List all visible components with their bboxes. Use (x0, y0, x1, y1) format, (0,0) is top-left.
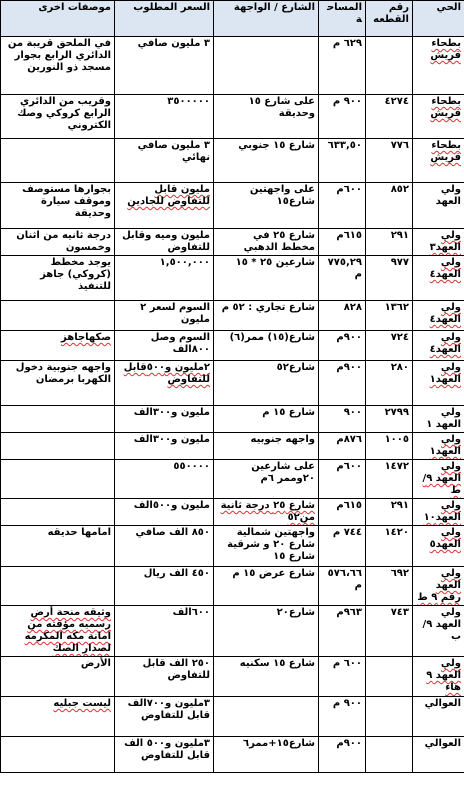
cell-space (319, 256, 366, 301)
cell-description (1, 301, 115, 331)
space-text: ٦٠٠م (336, 184, 362, 195)
cell-street (214, 406, 319, 433)
table-row (1, 526, 464, 567)
cell-space (319, 606, 366, 657)
plot-number-text: ٢٩١ (390, 500, 409, 511)
cell-space (319, 657, 366, 697)
cell-description (1, 606, 115, 657)
cell-space (319, 301, 366, 331)
space-text: ٦١٥م (336, 230, 362, 241)
cell-price (115, 499, 214, 526)
table-row (1, 433, 464, 460)
space-text: ٩٠٠م (336, 738, 362, 749)
plot-number-text: ١٣٦٢ (384, 302, 409, 313)
cell-street (214, 183, 319, 229)
area-text: ولي العهد (435, 184, 461, 207)
cell-area (413, 256, 464, 301)
cell-space (319, 406, 366, 433)
table-row (1, 139, 464, 183)
cell-area (413, 37, 464, 95)
cell-plot-number (366, 331, 413, 361)
cell-price (115, 697, 214, 737)
plot-number-text: ٨٥٢ (390, 184, 409, 195)
table-row (1, 606, 464, 657)
plot-number-text: ٢٧٩٩ (384, 407, 409, 418)
price-text: مليون و٥٠٠الف (133, 500, 210, 511)
cell-description (1, 256, 115, 301)
price-text: السوم لسعر ٢ مليون (140, 302, 210, 325)
cell-plot-number (366, 37, 413, 95)
street-text: على شارع ١٥ وحديقة (248, 96, 315, 119)
cell-description (1, 183, 115, 229)
cell-description (1, 499, 115, 526)
space-text: ٨٧٦م (336, 434, 362, 445)
cell-description (1, 229, 115, 256)
cell-street (214, 256, 319, 301)
cell-price (115, 256, 214, 301)
cell-area (413, 95, 464, 139)
cell-street (214, 433, 319, 460)
street-text: على شارعين ٢٠وممر ٦م (251, 461, 315, 484)
plot-number-text: ٩٧٧ (390, 257, 409, 268)
cell-space (319, 37, 366, 95)
street-text: واجهه جنوبيه (250, 434, 315, 445)
description-text: صكهاجاهز (61, 332, 111, 343)
table-row (1, 567, 464, 606)
table-row (1, 95, 464, 139)
table-row (1, 37, 464, 95)
price-text: ٢٥٠ الف قابل للتفاوض (142, 658, 210, 681)
cell-price (115, 460, 214, 499)
cell-plot-number (366, 406, 413, 433)
cell-plot-number (366, 697, 413, 737)
cell-area (413, 139, 464, 183)
price-text: ٣٥٠٠٠٠٠ (167, 96, 210, 107)
cell-street (214, 361, 319, 406)
cell-street (214, 95, 319, 139)
area-text: ولي العهد٤ (429, 332, 461, 355)
cell-price (115, 301, 214, 331)
price-text: مليون و٣٠٠الف (133, 407, 210, 418)
cell-price (115, 37, 214, 95)
cell-street (214, 139, 319, 183)
price-text: ١,٥٠٠,٠٠٠ (159, 257, 210, 268)
table-row (1, 301, 464, 331)
cell-plot-number (366, 229, 413, 256)
cell-plot-number (366, 361, 413, 406)
cell-street (214, 37, 319, 95)
cell-description (1, 433, 115, 460)
cell-street (214, 499, 319, 526)
cell-plot-number (366, 567, 413, 606)
area-text: ولي العهد١ (429, 362, 461, 385)
cell-description (1, 37, 115, 95)
price-text: السوم وصل ٨٠٠الف (150, 332, 210, 355)
area-text: بطحاء قريش (430, 140, 461, 163)
table-row (1, 256, 464, 301)
area-text: ولي العهد٣ (429, 230, 461, 253)
cell-plot-number (366, 256, 413, 301)
area-text: العوالي (424, 698, 461, 709)
price-text: مليون وميه وقابل للتفاوض (122, 230, 210, 253)
plot-number-text: ١٠٠٥ (384, 434, 409, 445)
description-text: وقريب من الدائري الرابع كروكي وصك الكتروني (17, 96, 111, 131)
table-row (1, 361, 464, 406)
cell-price (115, 139, 214, 183)
price-text: مليون و٣٠٠الف (133, 434, 210, 445)
cell-price (115, 183, 214, 229)
cell-description (1, 697, 115, 737)
header-plot-number: رقم القطعه (366, 1, 413, 37)
cell-space (319, 331, 366, 361)
street-text: شارع٢٠ (276, 607, 315, 618)
cell-area (413, 697, 464, 737)
header-row (1, 1, 464, 37)
cell-description (1, 139, 115, 183)
description-text: بجوارها مستوصف وموقف سيارة وحديقة (22, 184, 111, 219)
cell-area (413, 301, 464, 331)
cell-space (319, 737, 366, 773)
area-text: ولي العهد ٩/ط (422, 461, 461, 496)
cell-area (413, 657, 464, 697)
cell-area (413, 526, 464, 567)
description-text: درجة ثانيه من اثنان وخمسون (16, 230, 111, 253)
cell-price (115, 361, 214, 406)
cell-area (413, 567, 464, 606)
area-text: ولي العهد١٠ (423, 500, 461, 523)
price-text: ٣مليون و٥٠٠ الف قابل للتفاوض (124, 738, 210, 761)
area-text: ولي العهد٤ (429, 302, 461, 325)
cell-price (115, 606, 214, 657)
cell-street (214, 567, 319, 606)
cell-street (214, 301, 319, 331)
cell-plot-number (366, 526, 413, 567)
cell-price (115, 526, 214, 567)
street-text: شارع ٢٥ درجة ثانية من٥٢ (220, 500, 315, 523)
area-text: بطحاء قريش (430, 38, 461, 61)
street-text: شارع(١٥) ممر(٦) (229, 332, 315, 343)
area-text: ولي العهد٤ (429, 257, 461, 280)
space-text: ٩٠٠ م (332, 96, 362, 107)
street-text: شارع ٢٥ في مخطط الدهبي (243, 230, 315, 253)
description-text: الأرض (80, 658, 111, 669)
cell-area (413, 737, 464, 773)
area-text: ولي العهد٥ (429, 527, 461, 550)
cell-space (319, 95, 366, 139)
cell-space (319, 139, 366, 183)
cell-space (319, 460, 366, 499)
cell-price (115, 229, 214, 256)
cell-plot-number (366, 657, 413, 697)
price-text: ٨٥٠ الف صافي (135, 527, 210, 538)
plot-number-text: ١٤٧٢ (384, 461, 409, 472)
cell-plot-number (366, 737, 413, 773)
price-text: مليون قابل للتفاوض للجادين (127, 184, 210, 207)
header-price: السعر المطلوب (115, 1, 214, 37)
plot-number-text: ٦٩٢ (390, 568, 409, 579)
space-text: ٩٠٠م (336, 362, 362, 373)
plot-number-text: ٢٩١ (390, 230, 409, 241)
price-text: ٥٥٠٠٠٠ (173, 461, 210, 472)
street-text: شارع١٥+ممر٦ (242, 738, 315, 749)
area-text: العوالي (424, 738, 461, 749)
cell-price (115, 331, 214, 361)
cell-price (115, 657, 214, 697)
cell-area (413, 460, 464, 499)
cell-price (115, 95, 214, 139)
plot-number-text: ٧٧٦ (390, 140, 409, 151)
description-text: امامها حديقه (47, 527, 111, 538)
street-text: شارع عرض ١٥ م (232, 568, 315, 579)
cell-description (1, 737, 115, 773)
cell-area (413, 229, 464, 256)
cell-description (1, 526, 115, 567)
space-text: ٩٠٠ (343, 407, 362, 418)
cell-description (1, 361, 115, 406)
space-text: ٩٠٠م (336, 332, 362, 343)
cell-area (413, 406, 464, 433)
street-text: شارع ١٥ جنوبي (238, 140, 315, 151)
cell-space (319, 361, 366, 406)
price-text: ٣ مليون صافي (137, 38, 210, 49)
cell-space (319, 697, 366, 737)
cell-space (319, 229, 366, 256)
street-text: شارعين ٢٥ * ١٥ (235, 257, 315, 268)
cell-space (319, 567, 366, 606)
cell-description (1, 331, 115, 361)
price-text: ٣ مليون صافي نهائي (137, 140, 210, 163)
plot-number-text: ٧٢٤ (390, 332, 409, 343)
cell-area (413, 606, 464, 657)
cell-plot-number (366, 183, 413, 229)
description-text: ليست جبليه (53, 698, 111, 709)
description-text: واجهه جنوبية دخول الكهربا برمضان (15, 362, 111, 385)
cell-area (413, 331, 464, 361)
table-row (1, 657, 464, 697)
space-text: ٦٠٠ م (332, 658, 362, 669)
cell-description (1, 460, 115, 499)
cell-description (1, 567, 115, 606)
table-row (1, 697, 464, 737)
space-text: ٥٧٦،٦٦ م (327, 568, 362, 591)
description-text: في الملحق قريبة من الدائري الرابع بجوار مسجد ذو النورين (7, 38, 111, 73)
cell-plot-number (366, 499, 413, 526)
area-text: ولي العهد ٩/ب (422, 607, 461, 642)
plot-number-text: ١٤٢٠ (384, 527, 409, 538)
cell-price (115, 406, 214, 433)
cell-description (1, 657, 115, 697)
header-area: الحي (413, 1, 464, 37)
cell-plot-number (366, 301, 413, 331)
cell-area (413, 433, 464, 460)
cell-street (214, 657, 319, 697)
space-text: ٦٠٠م (336, 461, 362, 472)
table-row (1, 229, 464, 256)
table-row (1, 406, 464, 433)
area-text: ولي العهد رقم ٩ ط (417, 568, 461, 603)
cell-area (413, 183, 464, 229)
cell-price (115, 737, 214, 773)
street-text: شارع ١٥ سكنيه (239, 658, 315, 669)
cell-street (214, 606, 319, 657)
street-text: شارع ١٥ م (262, 407, 315, 418)
cell-street (214, 737, 319, 773)
cell-price (115, 567, 214, 606)
cell-plot-number (366, 139, 413, 183)
cell-area (413, 361, 464, 406)
space-text: ٦٣٣,٥٠ (327, 140, 362, 151)
area-text: بطحاء قريش (430, 96, 461, 119)
space-text: ٨٢٨ (343, 302, 362, 313)
cell-plot-number (366, 95, 413, 139)
cell-street (214, 697, 319, 737)
cell-street (214, 331, 319, 361)
description-text: يوجد مخطط (كروكي) جاهز للتنفيذ (40, 257, 111, 292)
street-text: شارع٥٢ (276, 362, 315, 373)
table-row (1, 460, 464, 499)
space-text: ٧٤٤ م (332, 527, 362, 538)
plot-number-text: ٤٢٧٤ (384, 96, 409, 107)
table-row (1, 331, 464, 361)
cell-street (214, 460, 319, 499)
cell-space (319, 433, 366, 460)
price-text: ٦٠٠الف (172, 607, 210, 618)
street-text: شارع تجاري : ٥٢ م (221, 302, 315, 313)
header-space: المساحة (319, 1, 366, 37)
space-text: ٦١٥م (336, 500, 362, 511)
space-text: ٧٧٥,٢٩م (327, 257, 362, 280)
cell-space (319, 526, 366, 567)
area-text: ولي العهد ١ (426, 407, 461, 430)
header-description: موصفات اخرى (1, 1, 115, 37)
street-text: واجهتين شمالية شارع ٢٠ و شرقية شارع ١٥ (227, 527, 315, 562)
plot-number-text: ٢٨٠ (390, 362, 409, 373)
table-row (1, 737, 464, 773)
cell-price (115, 433, 214, 460)
cell-space (319, 183, 366, 229)
header-street: الشارع / الواجهة (214, 1, 319, 37)
cell-area (413, 499, 464, 526)
space-text: ٩٠٠ م (332, 698, 362, 709)
space-text: ٦٢٩ م (332, 38, 362, 49)
area-text: ولي العهد ٩ هاء (426, 658, 461, 693)
price-text: ٣مليون و٧٠٠الف قابل للتفاوض (127, 698, 210, 721)
cell-space (319, 499, 366, 526)
area-text: ولي العهد١ (429, 434, 461, 457)
space-text: ٩٦٣م (336, 607, 362, 618)
cell-description (1, 95, 115, 139)
price-text: ٢مليون و٥٠٠قابل للتفاوض (123, 362, 210, 385)
price-text: ٤٥٠ الف ريال (143, 568, 210, 579)
cell-plot-number (366, 460, 413, 499)
plot-number-text: ٧٤٣ (390, 607, 409, 618)
cell-street (214, 229, 319, 256)
table-row (1, 499, 464, 526)
table-row (1, 183, 464, 229)
cell-description (1, 406, 115, 433)
street-text: على واجهتين شارع١٥ (249, 184, 315, 207)
cell-street (214, 526, 319, 567)
cell-plot-number (366, 606, 413, 657)
cell-plot-number (366, 433, 413, 460)
description-text: وثيقه منحة أرض رسميه مؤقته من امانة مكه المكرمه لصدار الصك (24, 607, 111, 654)
